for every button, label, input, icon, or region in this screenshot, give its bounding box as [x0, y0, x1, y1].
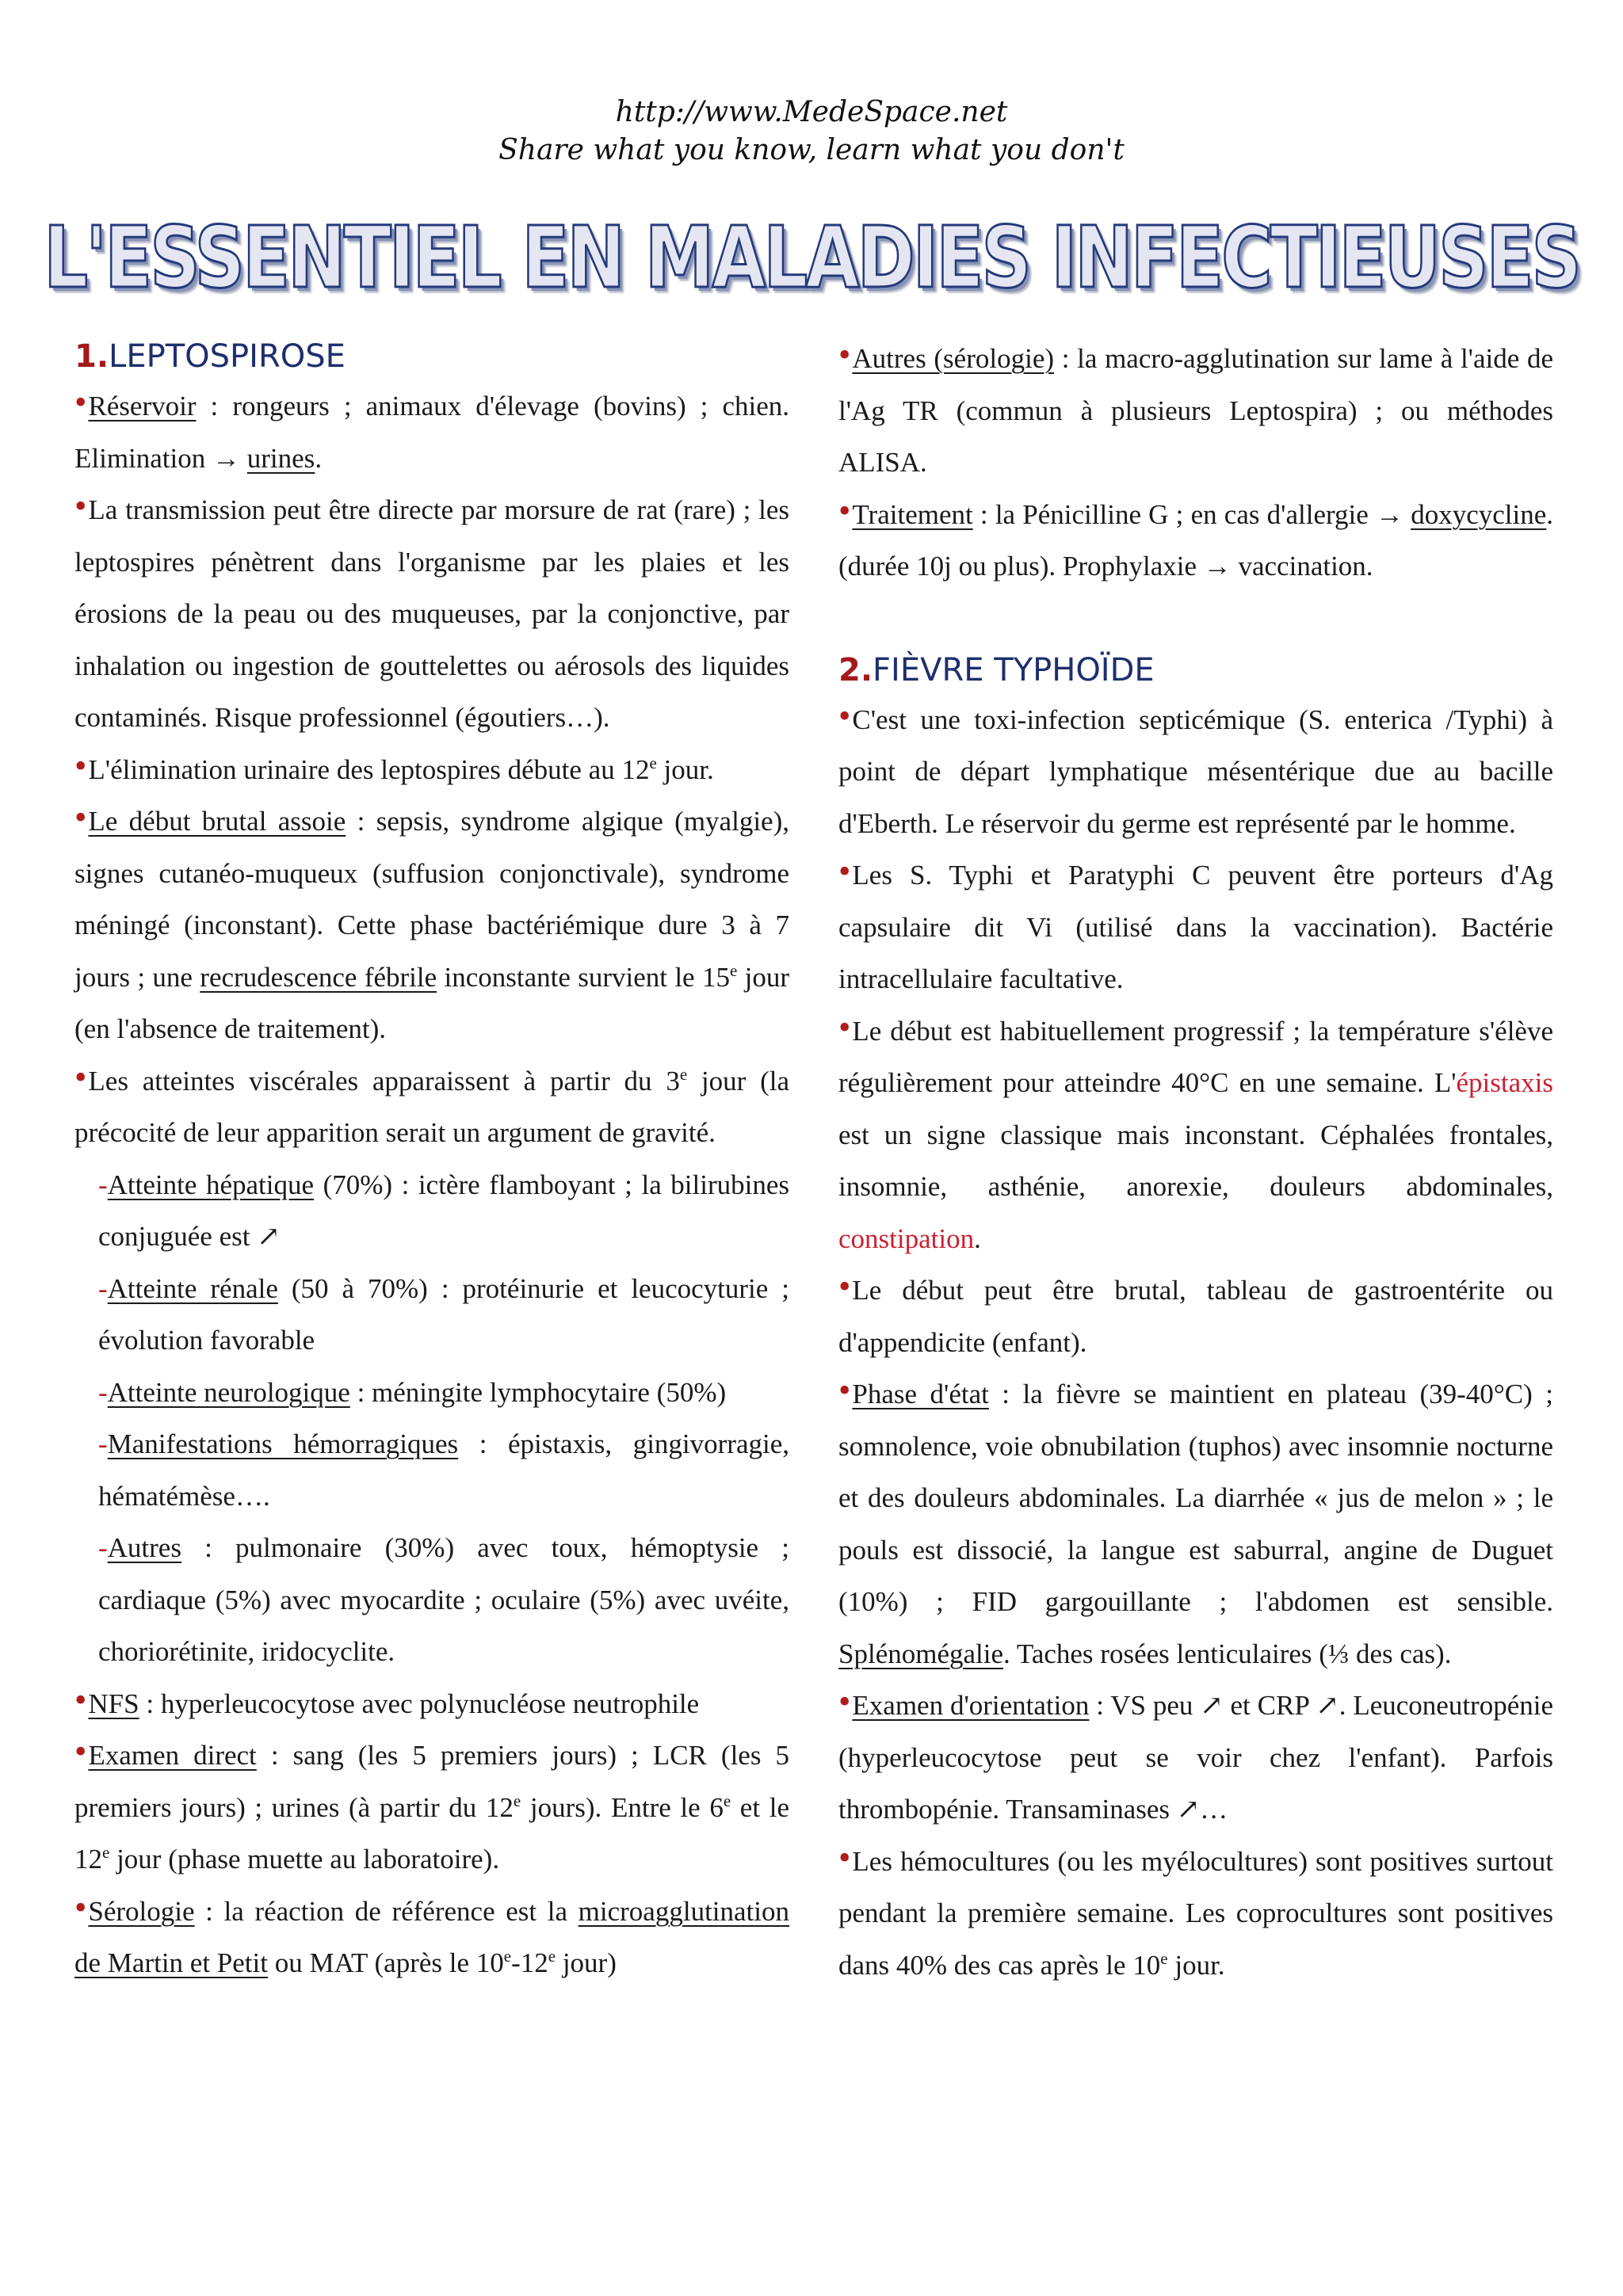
superscript: e [503, 1947, 512, 1966]
text: est un signe classique mais inconstant. Céphalées frontales, insomnie, asthénie, anorexie, douleurs abdominales, [838, 1119, 1553, 1202]
bullet-icon: • [74, 383, 87, 421]
label-examen-direct: Examen direct [88, 1740, 257, 1771]
superscript: e [649, 753, 657, 772]
text: : sang (les 5 premiers jours) ; LCR (les 5 premiers jours) ; urines (à partir du 12 [74, 1740, 789, 1823]
text: : rongeurs ; animaux d'élevage (bovins) ; chien. Elimination → [74, 391, 789, 474]
paragraph-transmission [74, 484, 789, 744]
text: La transmission peut être directe par morsure de rat (rare) ; les leptospires pénètrent dans l'organisme par les plaies et les érosions de la peau ou des muqueuses, par la conjonctive, par inhalation ou ingestion de gouttelettes ou aérosols des liquides contaminés. Risque professionnel (égoutiers…). [74, 494, 789, 733]
text: . [315, 442, 323, 474]
bullet-icon: • [838, 1837, 851, 1877]
section-gap [838, 593, 1553, 646]
bullet-icon: • [838, 852, 851, 891]
label-microagglutination: microagglutination de Martin et Petit [74, 1895, 789, 1978]
text: : la réaction de référence est la [194, 1895, 579, 1927]
label-hemorragiques: Manifestations hémorragiques [107, 1428, 459, 1459]
label-reservoir: Réservoir [88, 391, 197, 421]
item-autres [74, 1522, 789, 1678]
page-title: L'ESSENTIEL EN MALADIES INFECTIEUSES [44, 208, 1579, 307]
paragraph-definition [838, 694, 1553, 850]
paragraph-visceral [74, 1055, 789, 1159]
header-url[interactable]: http://www.MedeSpace.net [615, 96, 1008, 128]
label-splenomegalie: Splénomégalie [838, 1638, 1004, 1669]
section-title: FIÈVRE TYPHOÏDE [873, 651, 1155, 688]
label-examen-orientation: Examen d'orientation [852, 1690, 1090, 1721]
section-number: 1. [74, 338, 109, 375]
bullet-icon: • [838, 1267, 851, 1306]
item-renale [74, 1263, 789, 1367]
text: Les S. Typhi et Paratyphi C peuvent être porteurs d'Ag capsulaire dit Vi (utilisé dans la vaccination). Bactérie intracellulaire facultative. [838, 860, 1553, 994]
item-neurologique [74, 1367, 789, 1419]
label-serologie: Sérologie [88, 1895, 195, 1927]
label-phase-etat: Phase d'état [852, 1379, 989, 1409]
paragraph-hemocultures [838, 1836, 1553, 1992]
dash-icon: - [98, 1428, 108, 1459]
text: ou MAT (après le 10 [267, 1947, 504, 1978]
header-tagline: Share what you know, learn what you don't [498, 134, 1125, 166]
text: jour (en l'absence de traitement). [74, 961, 790, 1044]
label-autres: Autres [107, 1532, 181, 1563]
paragraph-examen-orientation [838, 1680, 1553, 1836]
text: Le début est habituellement progressif ; la température s'élève régulièrement pour atteindre 40°C en une semaine. L' [838, 1015, 1553, 1098]
text: jours). Entre le 6 [521, 1791, 724, 1823]
paragraph-autres-serologie [838, 333, 1553, 489]
bullet-icon: • [838, 335, 851, 374]
paragraph-antigene [838, 849, 1553, 1005]
section-title: LEPTOSPIROSE [109, 338, 346, 375]
superscript: e [1160, 1948, 1168, 1968]
paragraph-reservoir [74, 380, 789, 484]
paragraph-debut [74, 795, 789, 1055]
section-heading-fievre-typhoide [838, 646, 1553, 694]
text: . (durée 10j ou plus). Prophylaxie → vaccination. [838, 498, 1553, 582]
superscript: e [723, 1791, 731, 1810]
highlight-epistaxis: épistaxis [1456, 1067, 1553, 1098]
page-header [0, 93, 1623, 170]
text: jour) [556, 1947, 617, 1978]
text: : méningite lymphocytaire (50%) [349, 1376, 727, 1408]
bullet-icon: • [838, 490, 851, 530]
text: : épistaxis, gingivorragie, hématémèse…. [98, 1428, 789, 1512]
text: . Taches rosées lenticulaires (⅓ des cas). [1003, 1638, 1452, 1669]
label-debut: Le début brutal assoie [88, 806, 346, 837]
text: (50 à 70%) : protéinurie et leucocyturie ; évolution favorable [98, 1272, 789, 1356]
label-recrudescence: recrudescence fébrile [200, 961, 437, 993]
superscript: e [548, 1947, 556, 1966]
text: : VS peu ↗ et CRP ↗. Leuconeutropénie (hyperleucocytose peut se voir chez l'enfant). Parfois thrombopénie. Transaminases ↗… [838, 1690, 1553, 1825]
text: jour. [656, 753, 714, 785]
superscript: e [679, 1064, 688, 1084]
dash-icon: - [98, 1169, 108, 1200]
bullet-icon: • [74, 1680, 87, 1719]
superscript: e [513, 1791, 521, 1810]
bullet-icon: • [838, 1007, 851, 1047]
highlight-constipation: constipation [838, 1222, 975, 1254]
text: : la macro-agglutination sur lame à l'aide de l'Ag TR (commun à plusieurs Leptospira) ; ou méthodes ALISA. [838, 343, 1553, 478]
label-nfs: NFS [88, 1688, 139, 1719]
right-column [838, 333, 1553, 1991]
superscript: e [102, 1843, 110, 1862]
label-autres-serologie: Autres (sérologie) [852, 343, 1055, 374]
text: : la Pénicilline G ; en cas d'allergie → [972, 498, 1411, 530]
left-column [74, 333, 789, 1989]
item-hepatique [74, 1159, 789, 1263]
paragraph-debut-brutal [838, 1264, 1553, 1368]
dash-icon: - [98, 1532, 108, 1563]
bullet-icon: • [838, 1371, 851, 1409]
paragraph-traitement [838, 489, 1553, 593]
paragraph-elimination [74, 744, 789, 796]
text: : hyperleucocytose avec polynucléose neutrophile [139, 1688, 700, 1719]
label-doxycycline: doxycycline [1411, 498, 1547, 530]
text: : la fièvre se maintient en plateau (39-40°C) ; somnolence, voie obnubilation (tuphos) avec insomnie nocturne et des douleurs abdominales. La diarrhée « jus de melon » ; le pouls est dissocié, la langue est saburral, angine de Duguet (10%) ; FID gargouillante ; l'abdomen est sensible. [838, 1379, 1553, 1617]
text: -12 [511, 1947, 548, 1978]
text: et le 12 [74, 1791, 789, 1875]
text: Le début peut être brutal, tableau de gastroentérite ou d'appendicite (enfant). [838, 1275, 1553, 1358]
text: : pulmonaire (30%) avec toux, hémoptysie ; cardiaque (5%) avec myocardite ; oculaire (5%) avec uvéite, choriorétinite, iridocyclite. [98, 1532, 789, 1667]
paragraph-debut-progressif [838, 1005, 1553, 1265]
bullet-icon: • [74, 798, 87, 837]
text: : sepsis, syndrome algique (myalgie), signes cutanéo-muqueux (suffusion conjonctivale), syndrome méningé (inconstant). Cette phase bactériémique dure 3 à 7 jours ; une [74, 806, 789, 993]
paragraph-serologie [74, 1886, 789, 1989]
text: inconstante survient le 15 [437, 961, 730, 993]
bullet-icon: • [74, 746, 87, 785]
text: . [974, 1222, 981, 1254]
text: jour (phase muette au laboratoire). [109, 1844, 500, 1875]
section-heading-leptospirose [74, 333, 789, 380]
bullet-icon: • [74, 1057, 87, 1097]
dash-icon: - [98, 1272, 108, 1304]
label-traitement: Traitement [852, 498, 973, 530]
bullet-icon: • [838, 1682, 851, 1721]
section-number: 2. [838, 651, 873, 688]
bullet-icon: • [838, 696, 851, 735]
text: jour (la précocité de leur apparition serait un argument de gravité. [74, 1065, 790, 1148]
dash-icon: - [98, 1376, 108, 1408]
bullet-icon: • [74, 486, 87, 525]
label-renale: Atteinte rénale [107, 1272, 278, 1304]
text: jour. [1167, 1949, 1225, 1981]
paragraph-phase-etat [838, 1368, 1553, 1680]
bullet-icon: • [74, 1732, 87, 1771]
label-urines: urines [246, 442, 315, 474]
text: C'est une toxi-infection septicémique (S. enterica /Typhi) à point de départ lymphatique mésentérique due au bacille d'Eberth. Le réservoir du germe est représenté par le homme. [838, 704, 1553, 839]
text: (70%) : ictère flamboyant ; la bilirubines conjuguée est ↗ [98, 1169, 790, 1252]
paragraph-examen-direct [74, 1730, 789, 1886]
label-hepatique: Atteinte hépatique [107, 1169, 315, 1200]
text: Les atteintes viscérales apparaissent à partir du 3 [88, 1065, 680, 1097]
paragraph-nfs [74, 1678, 789, 1730]
superscript: e [729, 960, 738, 980]
text: Les hémocultures (ou les myélocultures) sont positives surtout pendant la première semaine. Les coprocultures sont positives dans 40% des cas après le 10 [838, 1845, 1553, 1981]
bullet-icon: • [74, 1887, 87, 1927]
label-neurologique: Atteinte neurologique [107, 1376, 350, 1408]
item-hemorragiques [74, 1418, 789, 1522]
text: L'élimination urinaire des leptospires débute au 12 [88, 753, 650, 785]
